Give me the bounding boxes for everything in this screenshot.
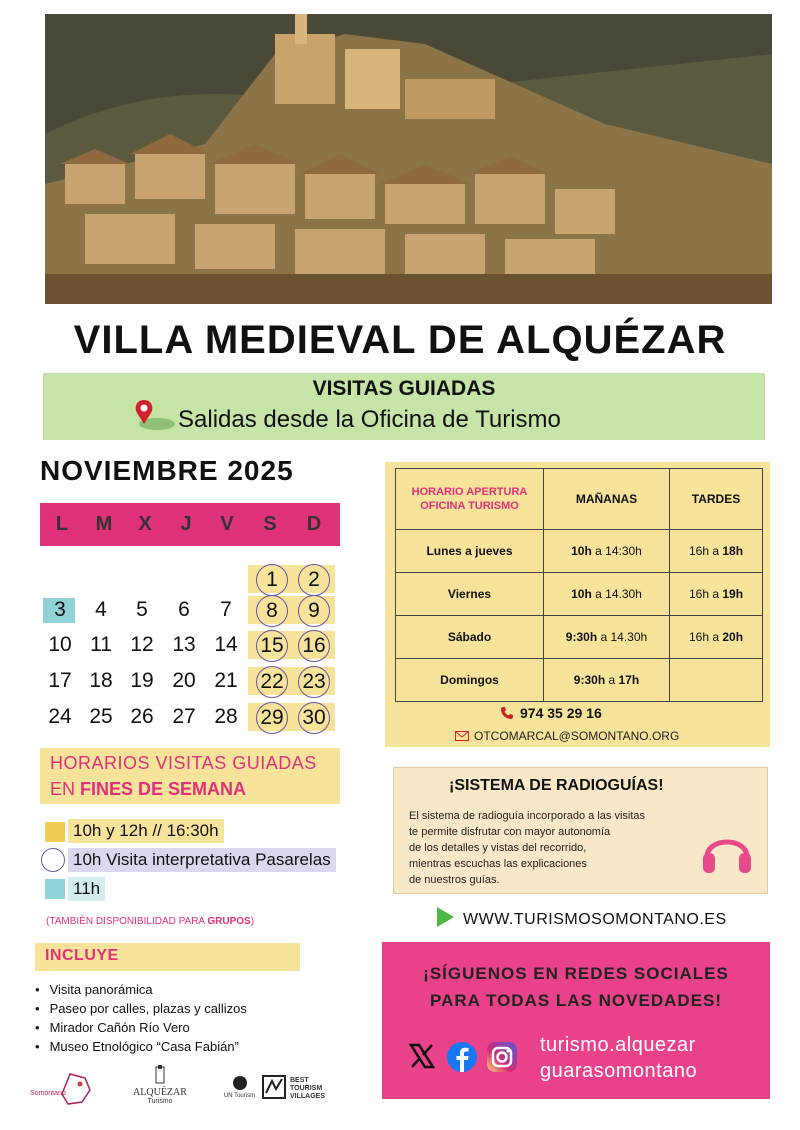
calendar-day: 7 — [220, 598, 232, 621]
includes-heading: INCLUYE — [45, 947, 119, 964]
calendar-day: 3 — [54, 598, 66, 621]
phone-line[interactable] — [500, 705, 602, 721]
weekday-label: L — [55, 513, 69, 535]
guided-visits-heading: VISITAS GUIADAS — [312, 377, 496, 400]
table-cell — [544, 530, 670, 573]
weekday-label: V — [220, 513, 234, 535]
groups-suffix: ) — [250, 916, 255, 927]
website-link[interactable] — [463, 906, 727, 929]
social-panel — [382, 942, 770, 1099]
calendar-day: 2 — [298, 564, 330, 596]
calendar-day: 20 — [172, 669, 196, 692]
logo-text: ALQUÉZAR — [133, 1087, 187, 1098]
legend-label: 11h — [68, 877, 105, 901]
legend-label: 10h Visita interpretativa Pasarelas — [68, 848, 336, 872]
best-tourism-villages-logo — [262, 1075, 337, 1105]
radioguide-panel — [393, 767, 768, 894]
table-cell: Sábado — [396, 616, 544, 659]
description-line: de nuestros guías. — [409, 874, 500, 886]
instagram-icon[interactable] — [486, 1041, 518, 1073]
table-cell — [670, 659, 763, 702]
logo-text: Turismo — [147, 1098, 173, 1105]
alquezar-logo — [130, 1065, 190, 1110]
table-cell — [544, 616, 670, 659]
weekend-heading-line2 — [50, 779, 246, 800]
mail-icon — [455, 731, 469, 741]
calendar-day: 10 — [48, 633, 72, 656]
time-text: a 14.30h — [597, 630, 648, 644]
legend-swatch-teal — [45, 879, 65, 899]
table-header: TARDES — [670, 469, 763, 530]
calendar-day: 21 — [214, 669, 238, 692]
list-item: • Mirador Cañón Río Vero — [35, 1018, 247, 1037]
social-handle[interactable]: guarasomontano — [540, 1060, 698, 1082]
calendar-day: 6 — [178, 598, 190, 621]
calendar-day: 16 — [298, 630, 330, 662]
legend-label: 10h y 12h // 16:30h — [68, 819, 224, 843]
calendar-day: 27 — [172, 705, 196, 728]
calendar-day: 13 — [172, 633, 196, 656]
weekday-label: J — [180, 513, 192, 535]
radioguide-description — [409, 808, 729, 888]
calendar-day: 18 — [89, 669, 113, 692]
list-item: • Visita panorámica — [35, 980, 247, 999]
weekend-heading-line1: HORARIOS VISITAS GUIADAS — [50, 753, 317, 773]
table-cell — [670, 616, 763, 659]
legend-swatch-yellow — [45, 822, 65, 842]
weekend-prefix: EN — [50, 779, 76, 799]
table-row — [396, 659, 763, 702]
weekday-label: S — [263, 513, 277, 535]
radioguide-title: ¡SISTEMA DE RADIOGUÍAS! — [449, 777, 664, 794]
hero-photo — [45, 14, 772, 304]
description-line: te permite disfrutar con mayor autonomía — [409, 826, 611, 838]
page-title: VILLA MEDIEVAL DE ALQUÉZAR — [73, 318, 727, 362]
time-text: a — [605, 673, 619, 687]
calendar-day: 14 — [214, 633, 238, 656]
opening-hours-table — [395, 468, 763, 702]
time-bold: 9:30h — [573, 673, 606, 687]
table-header: HORARIO APERTURA OFICINA TURISMO — [396, 469, 544, 530]
description-line: mientras escuchas las explicaciones — [409, 858, 587, 870]
table-cell: Viernes — [396, 573, 544, 616]
calendar-day: 9 — [298, 595, 330, 627]
time-text: 16h a — [688, 587, 723, 601]
table-cell — [670, 530, 763, 573]
table-cell: Domingos — [396, 659, 544, 702]
somontano-logo — [30, 1072, 105, 1112]
logo-text: BEST TOURISM VILLAGES — [290, 1077, 326, 1100]
calendar-day: 15 — [256, 630, 288, 662]
includes-heading-box — [35, 943, 300, 971]
groups-note — [46, 916, 254, 927]
calendar-month: NOVIEMBRE 2025 — [40, 455, 294, 486]
time-bold: 10h — [571, 544, 592, 558]
list-item: • Paseo por calles, plazas y callizos — [35, 999, 247, 1018]
facebook-icon[interactable] — [446, 1041, 478, 1073]
description-line: de los detalles y vistas del recorrido, — [409, 842, 587, 854]
time-bold: 9:30h — [565, 630, 598, 644]
calendar-day: 12 — [130, 633, 154, 656]
social-handle[interactable]: turismo.alquezar — [540, 1034, 696, 1056]
calendar-day: 29 — [256, 702, 288, 734]
calendar-day: 26 — [130, 705, 154, 728]
time-text: 16h a — [688, 630, 723, 644]
calendar-day: 8 — [256, 595, 288, 627]
guided-visits-banner — [43, 373, 765, 440]
calendar-day: 5 — [136, 598, 148, 621]
time-bold: 20h — [722, 630, 744, 644]
table-cell: Lunes a jueves — [396, 530, 544, 573]
table-row — [396, 573, 763, 616]
phone-icon — [500, 706, 514, 720]
phone-number[interactable]: 974 35 29 16 — [520, 705, 602, 721]
includes-list — [35, 980, 247, 1056]
logo-text: UN Tourism — [223, 1093, 256, 1099]
groups-prefix: (TAMBIÉN DISPONIBILIDAD PARA — [46, 916, 205, 927]
table-cell — [544, 573, 670, 616]
guided-visits-subheading: Salidas desde la Oficina de Turismo — [178, 406, 561, 433]
calendar-day: 23 — [298, 666, 330, 698]
calendar-day: 11 — [90, 633, 112, 656]
list-item: • Museo Etnológico “Casa Fabián” — [35, 1037, 247, 1056]
weekday-label: M — [95, 513, 113, 535]
time-text: a 14:30h — [591, 544, 642, 558]
calendar-day: 1 — [256, 564, 288, 596]
weekday-label: X — [138, 513, 152, 535]
website-url[interactable]: WWW.TURISMOSOMONTANO.ES — [463, 911, 727, 928]
table-cell — [544, 659, 670, 702]
calendar-day: 4 — [95, 598, 107, 621]
groups-bold: GRUPOS — [207, 916, 251, 927]
calendar-day: 28 — [214, 705, 238, 728]
weekend-schedule-heading — [40, 748, 340, 804]
calendar-day: 17 — [48, 669, 72, 692]
calendar-day: 25 — [89, 705, 113, 728]
calendar-day: 24 — [48, 705, 72, 728]
table-row — [396, 530, 763, 573]
legend-circle-icon — [41, 848, 65, 872]
calendar-weekday-header — [40, 503, 340, 546]
social-heading-line: ¡SÍGUENOS EN REDES SOCIALES — [423, 964, 729, 983]
time-text: a 14.30h — [591, 587, 642, 601]
un-tourism-logo — [222, 1075, 257, 1110]
social-heading — [382, 960, 770, 1014]
calendar-day: 30 — [298, 702, 330, 734]
calendar-day: 19 — [130, 669, 154, 692]
play-arrow-icon — [435, 906, 455, 928]
logo-text: Somontano — [30, 1090, 66, 1097]
email-address[interactable]: OTCOMARCAL@SOMONTANO.ORG — [474, 729, 680, 743]
email-line[interactable] — [455, 729, 679, 743]
location-pin-icon — [131, 398, 177, 432]
table-header: MAÑANAS — [544, 469, 670, 530]
calendar-day: 22 — [256, 666, 288, 698]
time-bold: 19h — [722, 587, 744, 601]
time-bold: 17h — [618, 673, 640, 687]
social-heading-line: PARA TODAS LAS NOVEDADES! — [430, 991, 722, 1010]
time-bold: 18h — [722, 544, 744, 558]
social-handles — [540, 1032, 697, 1084]
x-icon[interactable] — [408, 1042, 436, 1070]
time-text: 16h a — [688, 544, 723, 558]
weekday-label: D — [306, 513, 322, 535]
time-bold: 10h — [571, 587, 592, 601]
table-cell — [670, 573, 763, 616]
weekend-bold: FINES DE SEMANA — [80, 779, 247, 799]
table-row — [396, 616, 763, 659]
headphones-icon — [699, 823, 755, 879]
description-line: El sistema de radioguía incorporado a las visitas — [409, 810, 646, 822]
